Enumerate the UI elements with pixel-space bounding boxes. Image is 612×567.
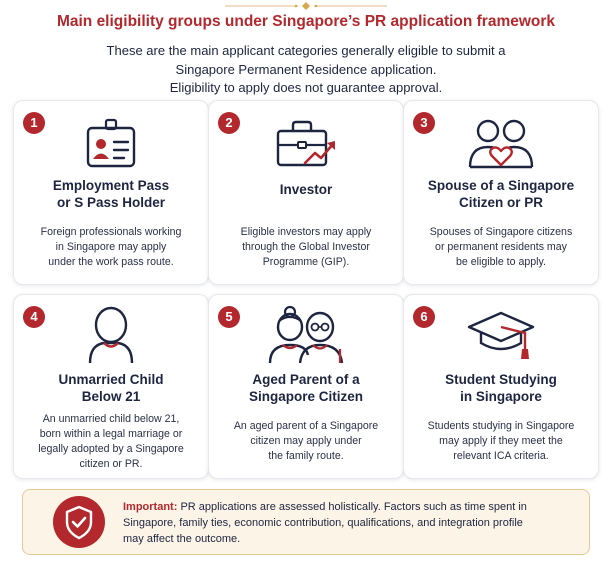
page-title: Main eligibility groups under Singapore’s PR application framework bbox=[56, 13, 556, 30]
card-desc-line: or permanent residents may bbox=[435, 241, 567, 253]
shield-check-icon bbox=[53, 496, 105, 548]
card-desc-line: An unmarried child below 21, bbox=[42, 413, 180, 425]
card-desc-line: An aged parent of a Singapore bbox=[233, 420, 379, 432]
card-aged-parent bbox=[208, 294, 404, 479]
card-title-line: Aged Parent of a bbox=[252, 372, 360, 387]
card-desc-line: Foreign professionals working bbox=[40, 226, 182, 238]
card-desc-line: Eligible investors may apply bbox=[240, 226, 372, 238]
card-desc-line: be eligible to apply. bbox=[456, 256, 546, 268]
card-desc-line: relevant ICA criteria. bbox=[453, 450, 549, 462]
important-line: Singapore, family ties, economic contribution, qualifications, and integration profile bbox=[123, 517, 523, 529]
intro-text bbox=[96, 42, 516, 98]
intro-line: Eligibility to apply does not guarantee approval. bbox=[169, 80, 443, 95]
card-desc-line: Spouses of Singapore citizens bbox=[429, 226, 573, 238]
graduation-cap-icon bbox=[465, 309, 537, 361]
card-employment-pass bbox=[13, 100, 209, 285]
important-line: may affect the outcome. bbox=[123, 533, 241, 545]
card-description bbox=[18, 225, 204, 270]
id-badge-icon bbox=[84, 118, 138, 170]
card-description bbox=[213, 419, 399, 464]
card-desc-line: through the Global Investor bbox=[242, 241, 370, 253]
briefcase-growth-icon bbox=[273, 119, 339, 171]
card-number-badge: 1 bbox=[23, 112, 45, 134]
card-desc-line: the family route. bbox=[268, 450, 344, 462]
card-title bbox=[213, 181, 399, 198]
card-desc-line: legally adopted by a Singapore bbox=[38, 443, 184, 455]
card-number-badge: 4 bbox=[23, 306, 45, 328]
card-desc-line: may apply if they meet the bbox=[439, 435, 563, 447]
important-line bbox=[123, 499, 583, 515]
important-line-text: PR applications are assessed holistically. Factors such as time spent in bbox=[177, 501, 527, 513]
card-spouse bbox=[403, 100, 599, 285]
card-description bbox=[18, 412, 204, 472]
card-title-line: or S Pass Holder bbox=[56, 195, 166, 210]
card-number-badge: 5 bbox=[218, 306, 240, 328]
card-title bbox=[408, 371, 594, 405]
intro-line: Singapore Permanent Residence application. bbox=[175, 61, 437, 77]
card-title-line: Unmarried Child bbox=[58, 372, 164, 387]
card-title-line: Citizen or PR bbox=[458, 195, 543, 210]
card-title-line: Student Studying bbox=[445, 372, 557, 387]
couple-heart-icon bbox=[465, 115, 537, 171]
card-title bbox=[408, 177, 594, 211]
important-text bbox=[123, 499, 583, 547]
card-title-line: Employment Pass bbox=[52, 178, 170, 193]
card-description bbox=[408, 419, 594, 464]
child-icon bbox=[84, 305, 138, 365]
card-title-line: Singapore Citizen bbox=[248, 389, 363, 404]
important-label: Important: bbox=[123, 501, 178, 513]
card-number-badge: 3 bbox=[413, 112, 435, 134]
card-desc-line: born within a legal marriage or bbox=[39, 428, 183, 440]
card-desc-line: Students studying in Singapore bbox=[427, 420, 575, 432]
important-note bbox=[22, 489, 590, 555]
card-desc-line: in Singapore may apply bbox=[55, 241, 167, 253]
card-desc-line: citizen may apply under bbox=[250, 435, 362, 447]
card-student bbox=[403, 294, 599, 479]
card-unmarried-child bbox=[13, 294, 209, 479]
header-ornament bbox=[0, 2, 612, 10]
card-desc-line: Programme (GIP). bbox=[262, 256, 350, 268]
elderly-couple-icon bbox=[264, 305, 348, 365]
card-title bbox=[18, 177, 204, 211]
card-number-badge: 6 bbox=[413, 306, 435, 328]
shield-badge bbox=[53, 496, 105, 548]
card-desc-line: under the work pass route. bbox=[48, 256, 174, 268]
card-description bbox=[408, 225, 594, 270]
card-description bbox=[213, 225, 399, 270]
card-desc-line: citizen or PR. bbox=[79, 458, 143, 470]
card-title-line: Below 21 bbox=[81, 389, 141, 404]
card-number-badge: 2 bbox=[218, 112, 240, 134]
card-title bbox=[213, 371, 399, 405]
card-title-line: Investor bbox=[279, 182, 333, 197]
intro-line: These are the main applicant categories generally eligible to submit a bbox=[106, 43, 506, 58]
card-title-line: Spouse of a Singapore bbox=[427, 178, 575, 193]
card-title-line: in Singapore bbox=[460, 389, 542, 404]
card-investor bbox=[208, 100, 404, 285]
card-title bbox=[18, 371, 204, 405]
